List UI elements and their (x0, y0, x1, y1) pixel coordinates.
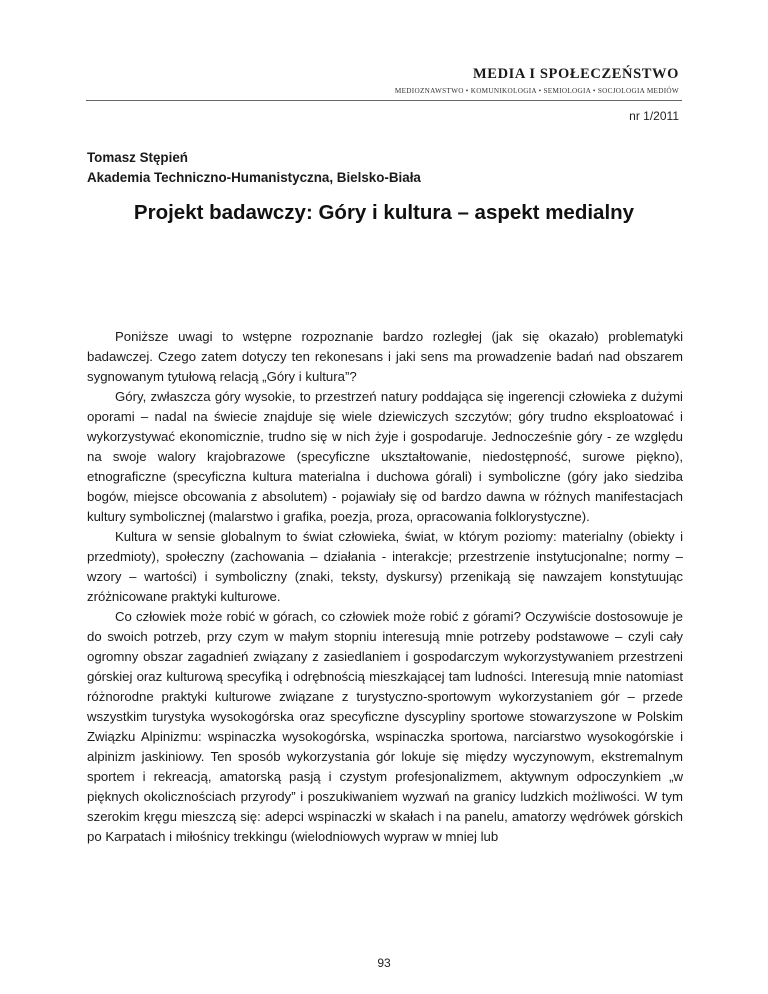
paragraph: Góry, zwłaszcza góry wysokie, to przestrzeń natury poddająca się ingerencji człowieka z dużymi oporami – nadal na świecie znajduje się wiele dziewiczych szczytów; góry trudno eksploatować i wykorzystywać ekonomicznie, trudno się w nich żyje i gospodaruje. Jednocześnie góry - ze względu na swoje walory krajobrazowe (specyficzne ukształtowanie, niedostępność, surowe piękno), etnograficzne (specyficzna kultura materialna i duchowa górali) i symboliczne (góry jako siedziba bogów, miejsce obcowania z absolutem) - pojawiały się od bardzo dawna w różnych manifestacjach kultury symbolicznej (malarstwo i grafika, poezja, proza, opracowania folklorystyczne). (87, 389, 683, 524)
page-number: 93 (377, 956, 391, 970)
issue-number: nr 1/2011 (629, 109, 679, 123)
author-block (87, 148, 421, 188)
journal-header (395, 66, 679, 95)
paragraph: Kultura w sensie globalnym to świat człowieka, świat, w którym poziomy: materialny (obiekty i przedmioty), społeczny (zachowania – działania - interakcje; przestrzenie instytucjonalne; normy – wzory – wartości) i symboliczny (znaki, teksty, dyskursy) przenikają się nawzajem konstytuując zróżnicowane praktyki kulturowe. (87, 529, 683, 604)
article-body (87, 327, 683, 847)
paragraph: Co człowiek może robić w górach, co człowiek może robić z górami? Oczywiście dostosowuje je do swoich potrzeb, przy czym w małym stopniu interesują mnie potrzeby podstawowe – czyli cały ogromny obszar zagadnień związany z zasiedlaniem i gospodarczym wykorzystywaniem przestrzeni górskiej oraz kulturową specyfiką i odrębnością mieszkającej tam ludności. Interesują mnie natomiast różnorodne praktyki kulturowe związane z turystyczno-sportowym wykorzystaniem gór – przede wszystkim turystyka wysokogórska oraz specyficzne dyscypliny sportowe stowarzyszone w Polskim Związku Alpinizmu: wspinaczka wysokogórska, wspinaczka sportowa, narciarstwo wysokogórskie i alpinizm jaskiniowy. Ten sposób wykorzystania gór lokuje się między wyczynowym, ekstremalnym sportem i rekreacją, amatorską pasją i czystym profesjonalizmem, aktywnym odpoczynkiem „w pięknych okolicznościach przyrody” i poszukiwaniem wyzwań na granicy ludzkich możliwości. W tym szerokim kręgu mieszczą się: adepci wspinaczki w skałach i na panelu, amatorzy wędrówek górskich po Karpatach i miłośnicy trekkingu (wielodniowych wypraw w mniej lub (87, 609, 683, 844)
author-name: Tomasz Stępień (87, 150, 188, 165)
paragraph: Poniższe uwagi to wstępne rozpoznanie bardzo rozległej (jak się okazało) problematyki badawczej. Czego zatem dotyczy ten rekonesans i jaki sens ma prowadzenie badań nad obszarem sygnowanym tytułową relacją „Góry i kultura”? (87, 329, 683, 384)
journal-subtitle: MEDIOZNAWSTWO • KOMUNIKOLOGIA • SEMIOLOGIA • SOCJOLOGIA MEDIÓW (394, 87, 679, 95)
journal-title: MEDIA I SPOŁECZEŃSTWO (473, 66, 679, 82)
author-affiliation: Akademia Techniczno-Humanistyczna, Bielsko-Biała (87, 170, 421, 185)
article-title: Projekt badawczy: Góry i kultura – aspekt medialny (133, 201, 635, 224)
header-rule (86, 100, 682, 101)
